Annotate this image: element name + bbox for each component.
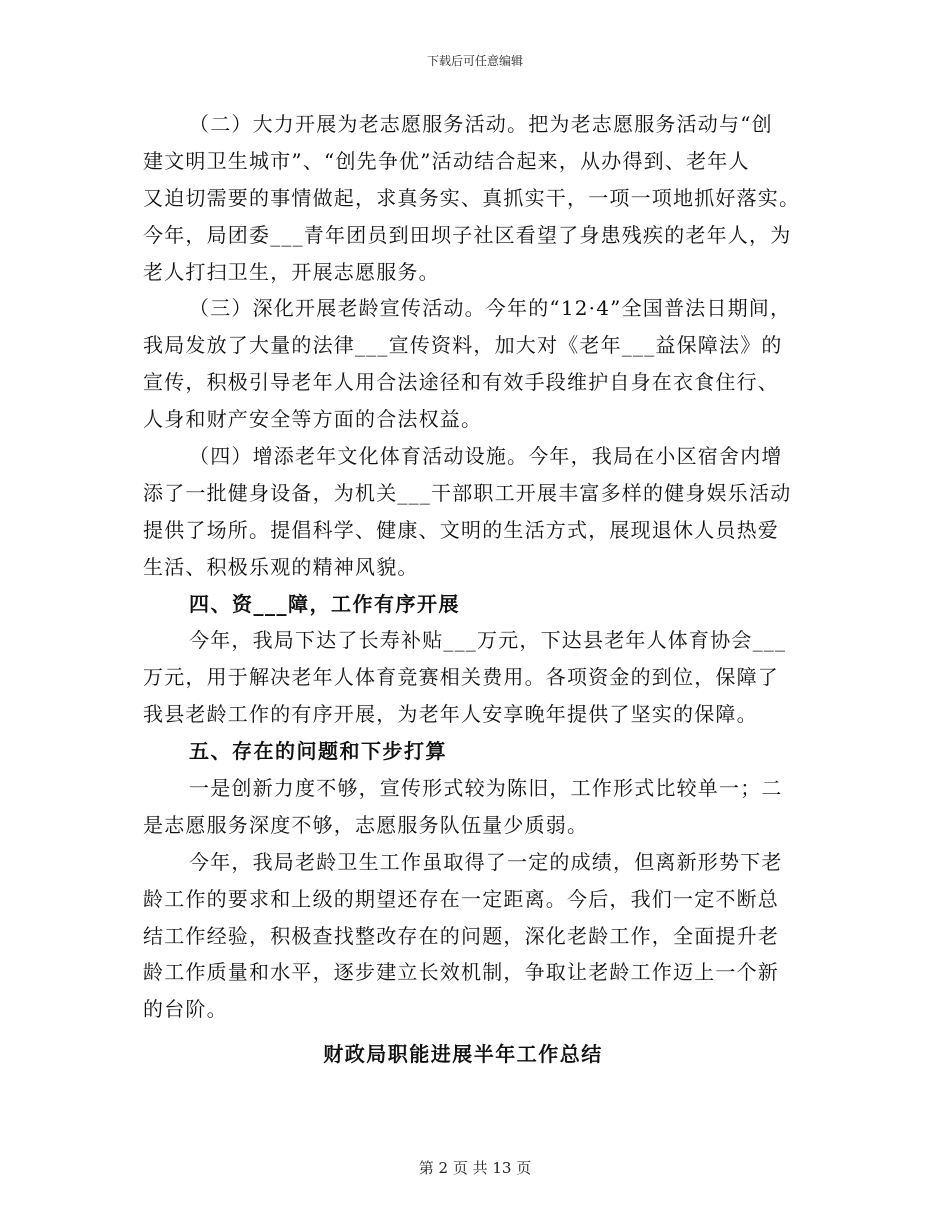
text-line: （四）增添老年文化体育活动设施。今年，我局在小区宿舍内增	[189, 444, 783, 469]
text-line: 我局发放了大量的法律___宣传资料，加大对《老年___益保障法》的	[143, 333, 783, 358]
text-line: 的台阶。	[143, 997, 228, 1022]
text-line: 又迫切需要的事情做起，求真务实、真抓实干，一项一项地抓好落实。	[143, 185, 801, 210]
text-line: 建文明卫生城市”、“创先争优”活动结合起来，从办得到、老年人	[143, 148, 750, 173]
text-line: 龄工作质量和水平，逐步建立长效机制，争取让老龄工作迈上一个新	[143, 960, 779, 985]
paragraph-problems	[143, 770, 823, 844]
text-line: （二）大力开展为老志愿服务活动。把为老志愿服务活动与“创	[189, 112, 773, 136]
page-footer: 第 2 页 共 13 页	[418, 1159, 532, 1177]
text-line: 一是创新力度不够，宣传形式较为陈旧，工作形式比较单一；二	[189, 776, 783, 801]
text-line: 龄工作的要求和上级的期望还存在一定距离。今后，我们一定不断总	[143, 886, 779, 911]
paragraph-volunteer-service	[143, 106, 823, 290]
text-line: 宣传，积极引导老年人用合法途径和有效手段维护自身在衣食住行、	[143, 370, 779, 395]
paragraph-funding	[143, 622, 823, 733]
text-line: 今年，我局下达了长寿补贴___万元，下达县老年人体育协会___	[189, 628, 787, 653]
paragraph-facilities	[143, 438, 823, 586]
section-heading-funding: 四、资___障，工作有序开展	[189, 591, 460, 616]
text-line: 我县老龄工作的有序开展，为老年人安享晚年提供了坚实的保障。	[143, 702, 758, 727]
page-header: 下载后可任意编辑	[426, 54, 523, 68]
text-line: 今年，我局老龄卫生工作虽取得了一定的成绩，但离新形势下老	[189, 849, 783, 874]
text-line: 今年，局团委___青年团员到田坝子社区看望了身患残疾的老年人，为	[143, 222, 792, 247]
paragraph-publicity	[143, 290, 823, 438]
text-line: （三）深化开展老龄宣传活动。今年的“12·4”全国普法日期间，	[189, 296, 792, 321]
text-line: 结工作经验，积极查找整改存在的问题，深化老龄工作，全面提升老	[143, 923, 779, 948]
document-body	[143, 106, 823, 1073]
text-line: 添了一批健身设备，为机关___干部职工开展丰富多样的健身娱乐活动	[143, 480, 792, 505]
paragraph-conclusion	[143, 844, 823, 1028]
next-document-title: 财政局职能进展半年工作总结	[323, 1042, 603, 1067]
text-line: 人身和财产安全等方面的合法权益。	[143, 407, 483, 432]
text-line: 生活、积极乐观的精神风貌。	[143, 554, 419, 579]
text-line: 是志愿服务深度不够，志愿服务队伍量少质弱。	[143, 812, 589, 837]
text-line: 提供了场所。提倡科学、健康、文明的生活方式，展现退休人员热爱	[143, 517, 779, 542]
text-line: 老人打扫卫生，开展志愿服务。	[143, 259, 440, 284]
section-heading-problems: 五、存在的问题和下步打算	[189, 739, 447, 764]
text-line: 万元，用于解决老年人体育竞赛相关费用。各项资金的到位，保障了	[143, 665, 779, 690]
